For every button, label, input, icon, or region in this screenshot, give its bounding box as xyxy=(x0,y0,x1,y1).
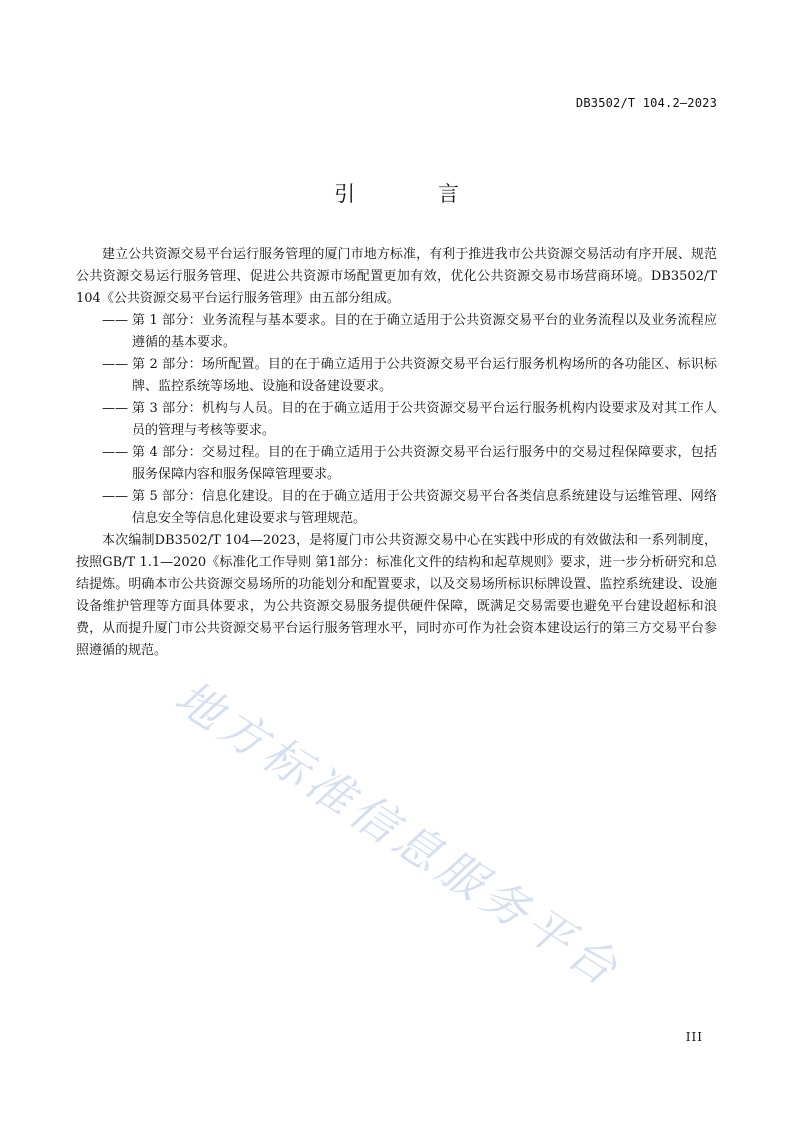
document-code: DB3502/T 104.2—2023 xyxy=(575,96,717,110)
part-3-text: 第 3 部分：机构与人员。目的在于确立适用于公共资源交易平台运行服务机构内设要求及对其工作人员的管理与考核等要求。 xyxy=(132,401,717,438)
list-item xyxy=(76,354,717,398)
part-2-text: 第 2 部分：场所配置。目的在于确立适用于公共资源交易平台运行服务机构场所的各功能区、标识标牌、监控系统等场地、设施和设备建设要求。 xyxy=(132,357,717,394)
dash-marker xyxy=(102,442,128,464)
list-item xyxy=(76,486,717,530)
dash-marker xyxy=(102,398,128,420)
intro-paragraph: 建立公共资源交易平台运行服务管理的厦门市地方标准，有利于推进我市公共资源交易活动有序开展、规范公共资源交易运行服务管理、促进公共资源市场配置更加有效，优化公共资源交易市场营商环境。DB3502/T 104《公共资源交易平台运行服务管理》由五部分组成。 xyxy=(76,247,717,306)
list-item xyxy=(76,398,717,442)
part-1-text: 第 1 部分：业务流程与基本要求。目的在于确立适用于公共资源交易平台的业务流程以及业务流程应遵循的基本要求。 xyxy=(132,313,717,350)
watermark: 地方标准信息服务平台 xyxy=(165,669,632,999)
part-4-text: 第 4 部分：交易过程。目的在于确立适用于公共资源交易平台运行服务中的交易过程保障要求，包括服务保障内容和服务保障管理要求。 xyxy=(132,445,717,482)
dash-marker xyxy=(102,354,128,376)
page-title: 引 言 xyxy=(334,182,497,206)
list-item xyxy=(76,310,717,354)
list-item xyxy=(76,442,717,486)
closing-paragraph: 本次编制DB3502/T 104—2023，是将厦门市公共资源交易中心在实践中形成的有效做法和一系列制度，按照GB/T 1.1—2020《标准化工作导则 第1部分：标准化文件的结构和起草规则》要求，进一步分析研究和总结提炼。明确本市公共资源交易场所的功能划分和配置要求，以及交易场所标识标牌设置、监控系统建设、设施设备维护管理等方面具体要求，为公共资源交易服务提供硬件保障，既满足交易需要也避免平台建设超标和浪费，从而提升厦门市公共资源交易平台运行服务管理水平，同时亦可作为社会资本建设运行的第三方交易平台参照遵循的规范。 xyxy=(76,533,717,658)
dash-marker xyxy=(102,310,128,332)
dash-marker xyxy=(102,486,128,508)
document-body xyxy=(76,244,717,662)
part-5-text: 第 5 部分：信息化建设。目的在于确立适用于公共资源交易平台各类信息系统建设与运维管理、网络信息安全等信息化建设要求与管理规范。 xyxy=(132,489,717,526)
page-number: III xyxy=(685,1030,703,1044)
